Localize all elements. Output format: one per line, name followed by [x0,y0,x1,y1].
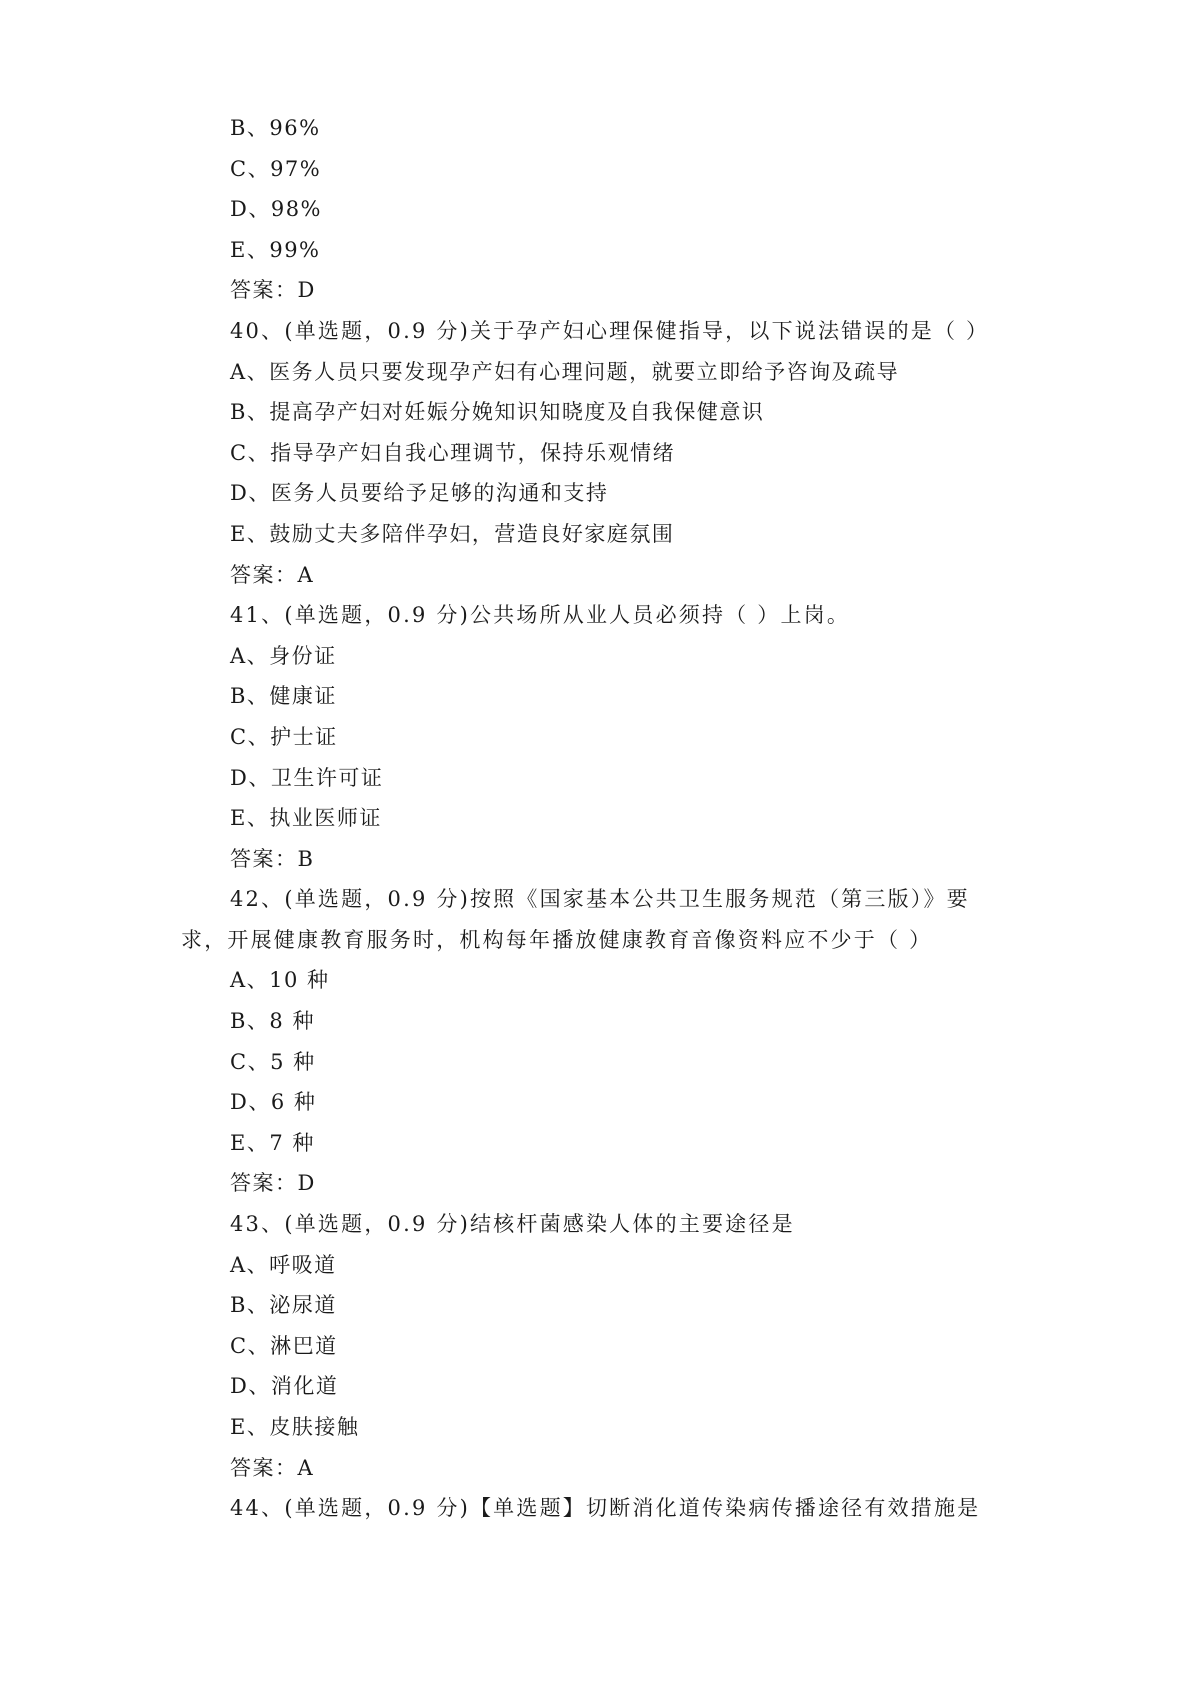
question-list [0,108,1191,1529]
option-line: E、99% [230,237,321,262]
option-line: B、泌尿道 [230,1293,337,1318]
option-line: D、6 种 [230,1090,317,1115]
answer-line: 答案：D [230,1171,316,1196]
option-line: A、医务人员只要发现孕产妇有心理问题，就要立即给予咨询及疏导 [230,359,900,384]
answer-line: 答案：D [230,278,316,303]
option-line: E、7 种 [230,1130,315,1155]
option-line: C、97% [230,156,322,181]
option-line: D、医务人员要给予足够的沟通和支持 [230,481,609,506]
option-line: E、执业医师证 [230,806,382,831]
option-line: C、5 种 [230,1049,316,1074]
option-line: A、呼吸道 [230,1252,337,1277]
answer-line: 答案：B [230,846,315,871]
option-line: B、提高孕产妇对妊娠分娩知识知晓度及自我保健意识 [230,400,765,425]
option-line: D、98% [230,197,323,222]
option-line: C、护士证 [230,724,338,749]
question-line: 41、(单选题，0.9 分)公共场所从业人员必须持（ ）上岗。 [230,603,851,628]
option-line: B、健康证 [230,684,337,709]
question-line: 43、(单选题，0.9 分)结核杆菌感染人体的主要途径是 [230,1212,795,1237]
answer-line: 答案：A [230,1455,315,1480]
option-line: B、8 种 [230,1009,315,1034]
question-line-continued: 求，开展健康教育服务时，机构每年播放健康教育音像资料应不少于（ ） [181,927,933,952]
option-line: C、淋巴道 [230,1333,338,1358]
option-line: E、皮肤接触 [230,1415,360,1439]
option-line: C、指导孕产妇自我心理调节，保持乐观情绪 [230,440,676,465]
option-line: B、96% [230,116,321,140]
option-line: D、卫生许可证 [230,765,384,790]
option-line: E、鼓励丈夫多陪伴孕妇，营造良好家庭氛围 [230,521,675,546]
option-line: A、10 种 [230,968,330,993]
question-line: 40、(单选题，0.9 分)关于孕产妇心理保健指导，以下说法错误的是（ ） [230,318,990,343]
option-line: A、身份证 [230,643,337,668]
option-line: D、消化道 [230,1374,339,1399]
question-line: 42、(单选题，0.9 分)按照《国家基本公共卫生服务规范（第三版）》要 [230,887,970,912]
question-line: 44、(单选题，0.9 分)【单选题】切断消化道传染病传播途径有效措施是 [230,1496,981,1521]
answer-line: 答案：A [230,562,315,587]
